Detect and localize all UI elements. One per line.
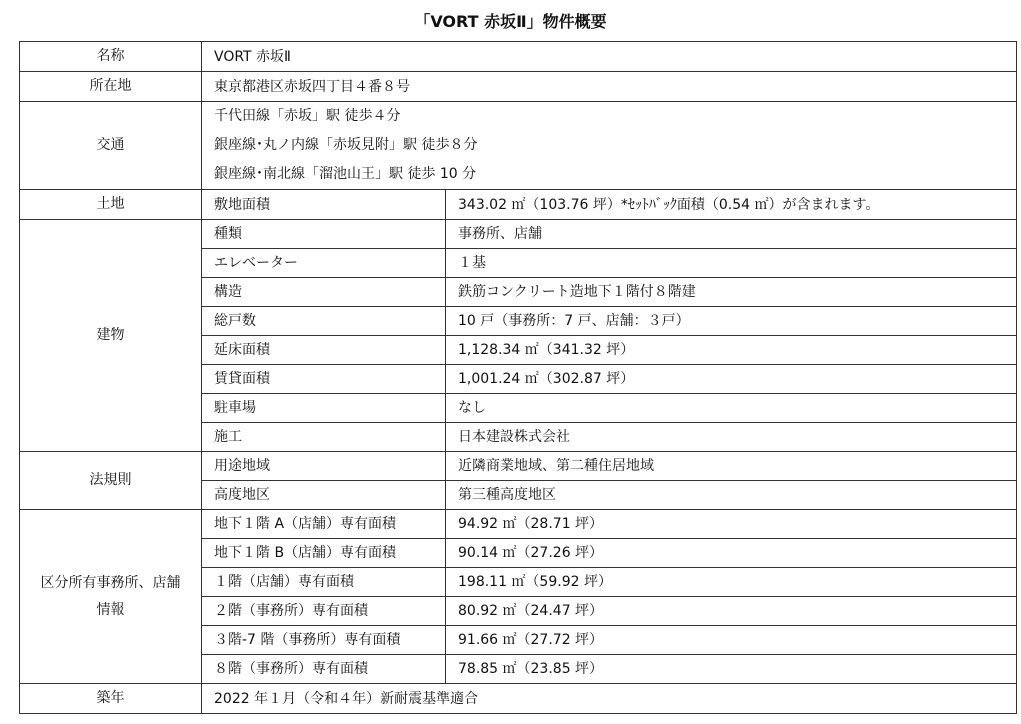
label-name: 名称 [20, 42, 202, 72]
access-line: 銀座線･南北線「溜池山王」駅 徒歩 10 分 [214, 166, 477, 182]
value-built: 2022 年１月（令和４年）新耐震基準適合 [202, 684, 1017, 714]
label-building: 建物 [20, 220, 202, 452]
row-building [20, 220, 1017, 249]
item-building: 延床面積 [202, 336, 446, 365]
item-building: 総戸数 [202, 307, 446, 336]
item-unit: １階（店舗）専有面積 [202, 568, 446, 597]
row-name [20, 42, 1017, 72]
value-building: １基 [446, 249, 1017, 278]
item-land-area: 敷地面積 [202, 190, 446, 220]
row-units [20, 510, 1017, 539]
value-building: 日本建設株式会社 [446, 423, 1017, 452]
label-location: 所在地 [20, 72, 202, 102]
access-line: 千代田線「赤坂」駅 徒歩４分 [214, 108, 401, 124]
item-building: エレベーター [202, 249, 446, 278]
item-building: 施工 [202, 423, 446, 452]
row-location [20, 72, 1017, 102]
value-building: 10 戸（事務所：7 戸、店舗：３戸） [446, 307, 1017, 336]
item-regulation: 用途地域 [202, 452, 446, 481]
property-overview-table [19, 41, 1017, 714]
value-name: VORT 赤坂Ⅱ [202, 42, 1017, 72]
item-unit: ８階（事務所）専有面積 [202, 655, 446, 684]
value-building: 鉄筋コンクリート造地下１階付８階建 [446, 278, 1017, 307]
value-location: 東京都港区赤坂四丁目４番８号 [202, 72, 1017, 102]
value-regulation: 第三種高度地区 [446, 481, 1017, 510]
value-land-area: 343.02 ㎡（103.76 坪）*ｾｯﾄﾊﾞｯｸ面積（0.54 ㎡）が含まれます。 [446, 190, 1017, 220]
row-land [20, 190, 1017, 220]
label-access: 交通 [20, 102, 202, 190]
access-line: 銀座線･丸ノ内線「赤坂見附」駅 徒歩８分 [214, 137, 478, 153]
value-building: 事務所、店舗 [446, 220, 1017, 249]
document-title: 「VORT 赤坂Ⅱ」物件概要 [414, 12, 607, 31]
item-building: 賃貸面積 [202, 365, 446, 394]
value-unit: 90.14 ㎡（27.26 坪） [446, 539, 1017, 568]
value-building: 1,128.34 ㎡（341.32 坪） [446, 336, 1017, 365]
row-built [20, 684, 1017, 714]
item-building: 構造 [202, 278, 446, 307]
item-unit: 地下１階 A（店舗）専有面積 [202, 510, 446, 539]
value-access [202, 102, 1017, 190]
value-unit: 198.11 ㎡（59.92 坪） [446, 568, 1017, 597]
label-land: 土地 [20, 190, 202, 220]
label-units: 区分所有事務所、店舗 情報 [20, 510, 202, 684]
item-unit: ３階-7 階（事務所）専有面積 [202, 626, 446, 655]
row-regulations [20, 452, 1017, 481]
value-regulation: 近隣商業地域、第二種住居地域 [446, 452, 1017, 481]
value-unit: 80.92 ㎡（24.47 坪） [446, 597, 1017, 626]
item-unit: ２階（事務所）専有面積 [202, 597, 446, 626]
label-regulations: 法規則 [20, 452, 202, 510]
value-building: 1,001.24 ㎡（302.87 坪） [446, 365, 1017, 394]
item-building: 駐車場 [202, 394, 446, 423]
label-built: 築年 [20, 684, 202, 714]
row-access [20, 102, 1017, 190]
item-regulation: 高度地区 [202, 481, 446, 510]
value-unit: 78.85 ㎡（23.85 坪） [446, 655, 1017, 684]
value-building: なし [446, 394, 1017, 423]
value-unit: 91.66 ㎡（27.72 坪） [446, 626, 1017, 655]
item-building: 種類 [202, 220, 446, 249]
value-unit: 94.92 ㎡（28.71 坪） [446, 510, 1017, 539]
item-unit: 地下１階 B（店舗）専有面積 [202, 539, 446, 568]
